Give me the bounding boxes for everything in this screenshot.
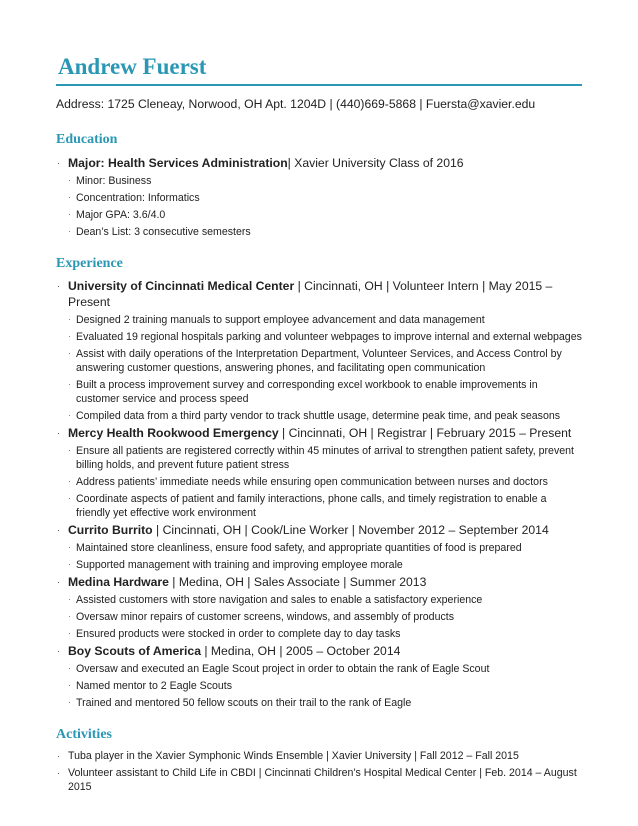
detail-text: Named mentor to 2 Eagle Scouts [76, 680, 233, 692]
bullet-icon: · [68, 411, 71, 420]
bullet-icon: · [57, 768, 60, 778]
job-details [68, 662, 582, 710]
education-detail [68, 191, 582, 205]
job-org: Medina Hardware [68, 575, 169, 589]
detail-text: Coordinate aspects of patient and family interactions, phone calls, and timely registration to enable a friendly yet effective work environment [76, 493, 547, 519]
detail-text: Compiled data from a third party vendor to track shuttle usage, determine peak time, and peak seasons [76, 410, 561, 422]
job-entry [56, 425, 582, 520]
job-detail [68, 593, 582, 607]
job-meta: | Medina, OH | 2005 – October 2014 [200, 644, 401, 658]
bullet-icon: · [57, 158, 60, 168]
bullet-icon: · [68, 698, 71, 707]
bullet-icon: · [68, 560, 71, 569]
activity-text: Tuba player in the Xavier Symphonic Winds Ensemble | Xavier University | Fall 2012 – Fall 2015 [68, 750, 519, 762]
activity-item [56, 766, 582, 794]
bullet-icon: · [68, 629, 71, 638]
job-details [68, 541, 582, 572]
bullet-icon: · [68, 315, 71, 324]
detail-text: Major GPA: 3.6/4.0 [76, 209, 166, 221]
bullet-icon: · [57, 577, 60, 587]
contact-address: Address: 1725 Cleneay, Norwood, OH Apt. 1204D | (440)669-5868 | Fuersta@xavier.edu [56, 97, 536, 111]
detail-text: Ensured products were stocked in order to complete day to day tasks [76, 628, 401, 640]
education-major: Major: Health Services Administration [68, 156, 288, 170]
bullet-icon: · [57, 525, 60, 535]
detail-text: Trained and mentored 50 fellow scouts on their trail to the rank of Eagle [76, 697, 412, 709]
education-list [56, 155, 582, 239]
job-detail [68, 378, 582, 406]
job-detail [68, 610, 582, 624]
detail-text: Ensure all patients are registered correctly within 45 minutes of arrival to strengthen patient safety, prevent billing holds, and prevent future patient stress [76, 445, 574, 471]
detail-text: Oversaw minor repairs of customer screens, windows, and assembly of products [76, 611, 454, 623]
education-detail [68, 208, 582, 222]
detail-text: Designed 2 training manuals to support employee advancement and data management [76, 314, 485, 326]
bullet-icon: · [68, 612, 71, 621]
job-detail [68, 347, 582, 375]
bullet-icon: · [68, 595, 71, 604]
job-meta: | Cincinnati, OH | Volunteer Intern | May 2015 – Present [68, 279, 553, 309]
detail-text: Oversaw and executed an Eagle Scout project in order to obtain the rank of Eagle Scout [76, 663, 490, 675]
experience-list [56, 278, 582, 710]
education-detail [68, 174, 582, 188]
education-details [68, 174, 582, 239]
bullet-icon: · [68, 681, 71, 690]
bullet-icon: · [57, 751, 60, 761]
job-org: Mercy Health Rookwood Emergency [68, 426, 279, 440]
job-detail [68, 313, 582, 327]
activity-text: Volunteer assistant to Child Life in CBDI | Cincinnati Children’s Hospital Medical Center | Feb. 2014 – August 2015 [68, 767, 577, 793]
job-detail [68, 558, 582, 572]
job-detail [68, 696, 582, 710]
bullet-icon: · [68, 349, 71, 358]
job-detail [68, 444, 582, 472]
detail-text: Dean’s List: 3 consecutive semesters [76, 226, 251, 238]
bullet-icon: · [68, 477, 71, 486]
job-entry [56, 522, 582, 572]
bullet-icon: · [57, 646, 60, 656]
activity-item [56, 749, 582, 763]
activities-list [56, 749, 582, 794]
bullet-icon: · [68, 494, 71, 503]
detail-text: Address patients’ immediate needs while ensuring open communication between nurses and doctors [76, 476, 548, 488]
resume-name: Andrew Fuerst [58, 54, 207, 79]
bullet-icon: · [68, 543, 71, 552]
bullet-icon: · [68, 664, 71, 673]
job-detail [68, 409, 582, 423]
job-detail [68, 679, 582, 693]
job-details [68, 313, 582, 423]
job-meta: | Cincinnati, OH | Registrar | February 2015 – Present [278, 426, 572, 440]
bullet-icon: · [68, 176, 71, 185]
bullet-icon: · [68, 227, 71, 236]
detail-text: Assisted customers with store navigation and sales to enable a satisfactory experience [76, 594, 483, 606]
job-entry [56, 278, 582, 423]
education-detail [68, 225, 582, 239]
detail-text: Built a process improvement survey and corresponding excel workbook to enable improvements in customer service and process speed [76, 379, 538, 405]
detail-text: Assist with daily operations of the Interpretation Department, Volunteer Services, and Access Control by answering customer questions, answering phones, and facilitating open communication [76, 348, 562, 374]
bullet-icon: · [57, 428, 60, 438]
job-meta: | Medina, OH | Sales Associate | Summer 2013 [168, 575, 427, 589]
detail-text: Concentration: Informatics [76, 192, 200, 204]
bullet-icon: · [68, 332, 71, 341]
job-detail [68, 475, 582, 489]
experience-heading: Experience [56, 256, 123, 271]
bullet-icon: · [68, 380, 71, 389]
bullet-icon: · [68, 193, 71, 202]
bullet-icon: · [68, 446, 71, 455]
job-org: University of Cincinnati Medical Center [68, 279, 295, 293]
detail-text: Minor: Business [76, 175, 152, 187]
education-entry [56, 155, 582, 239]
detail-text: Maintained store cleanliness, ensure food safety, and appropriate quantities of food is prepared [76, 542, 522, 554]
job-detail [68, 492, 582, 520]
job-entry [56, 574, 582, 641]
bullet-icon: · [57, 281, 60, 291]
education-heading: Education [56, 132, 118, 147]
job-details [68, 593, 582, 641]
education-school: | Xavier University Class of 2016 [287, 156, 464, 170]
job-detail [68, 662, 582, 676]
job-meta: | Cincinnati, OH | Cook/Line Worker | November 2012 – September 2014 [152, 523, 549, 537]
job-detail [68, 330, 582, 344]
job-entry [56, 643, 582, 710]
job-org: Boy Scouts of America [68, 644, 201, 658]
bullet-icon: · [68, 210, 71, 219]
header-divider [56, 84, 582, 86]
job-detail [68, 627, 582, 641]
job-org: Currito Burrito [68, 523, 153, 537]
job-detail [68, 541, 582, 555]
detail-text: Evaluated 19 regional hospitals parking and volunteer webpages to improve internal and external webpages [76, 331, 582, 343]
detail-text: Supported management with training and improving employee morale [76, 559, 403, 571]
activities-heading: Activities [56, 727, 112, 742]
job-details [68, 444, 582, 520]
